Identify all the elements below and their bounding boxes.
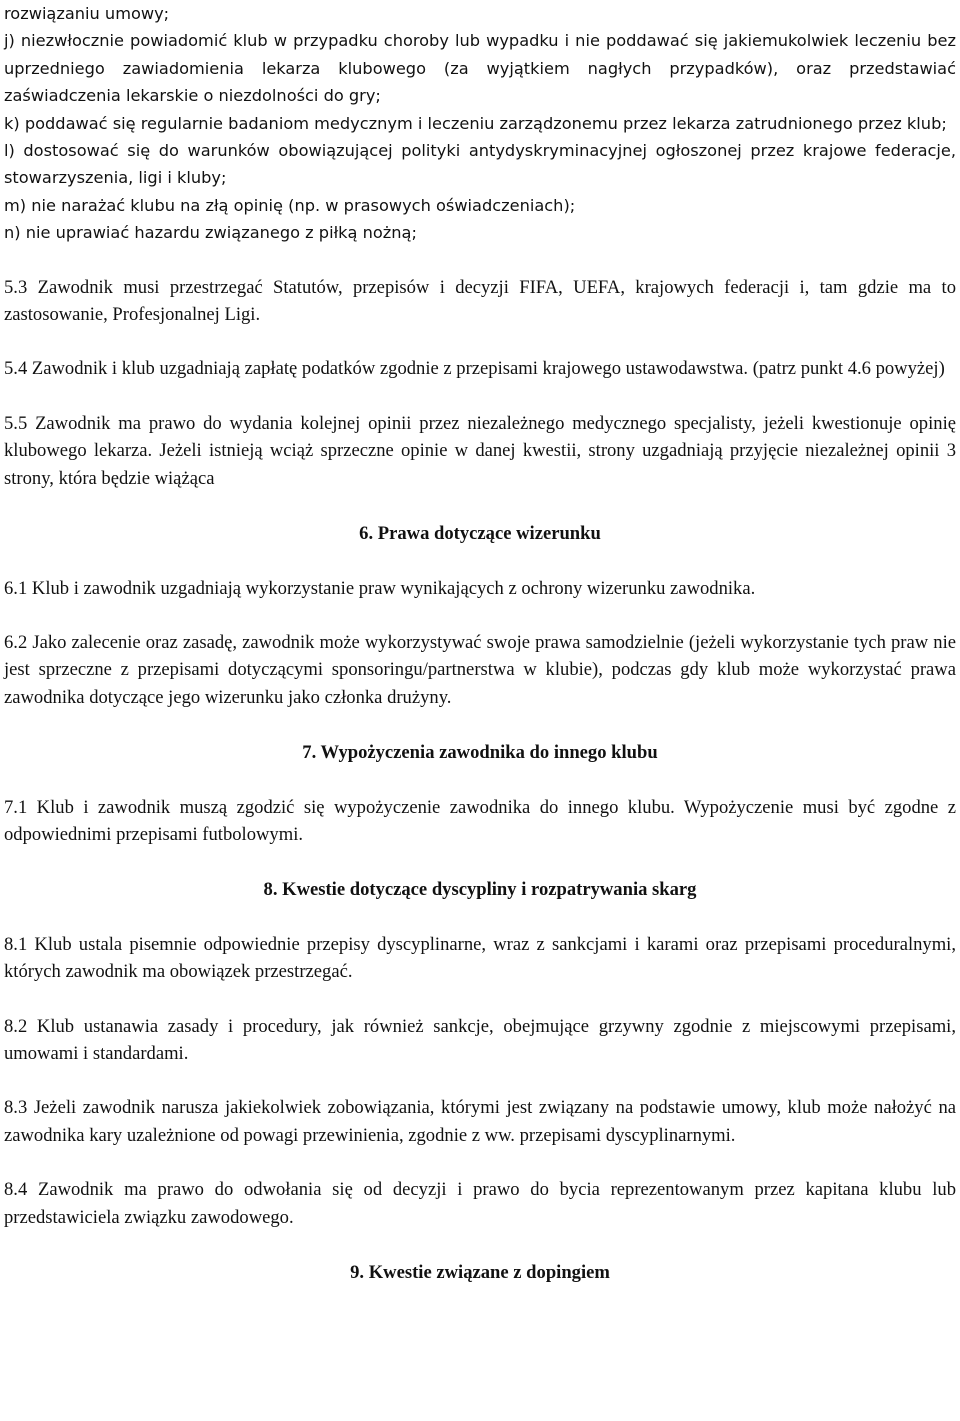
spacer bbox=[4, 548, 956, 575]
spacer bbox=[4, 904, 956, 931]
paragraph-8-3: 8.3 Jeżeli zawodnik narusza jakiekolwiek zobowiązania, którymi jest związany na podstawie umowy, klub może nałożyć na zawodnika kary uzależnione od powagi przewinienia, zgodnie z ww. przepisami dyscyplinarnymi. bbox=[4, 1097, 956, 1146]
spacer bbox=[4, 1149, 956, 1176]
section-heading-6: 6. Prawa dotyczące wizerunku bbox=[359, 523, 601, 545]
spacer bbox=[4, 1231, 956, 1259]
spacer bbox=[4, 767, 956, 794]
section-heading-7: 7. Wypożyczenia zawodnika do innego klubu bbox=[302, 742, 658, 764]
paragraph-8-4: 8.4 Zawodnik ma prawo do odwołania się od decyzji i prawo do bycia reprezentowanym przez kapitana klubu lub przedstawiciela związku zawodowego. bbox=[4, 1179, 956, 1228]
spacer bbox=[4, 247, 956, 274]
list-item-continuation: rozwiązaniu umowy; bbox=[4, 4, 170, 23]
spacer bbox=[4, 986, 956, 1013]
paragraph-7-1: 7.1 Klub i zawodnik muszą zgodzić się wypożyczenie zawodnika do innego klubu. Wypożyczenie musi być zgodne z odpowiednimi przepisami futbolowymi. bbox=[4, 796, 956, 845]
list-item-n: n) nie uprawiać hazardu związanego z piłką nożną; bbox=[4, 223, 417, 243]
spacer bbox=[4, 383, 956, 410]
spacer bbox=[4, 1067, 956, 1094]
paragraph-5-5: 5.5 Zawodnik ma prawo do wydania kolejnej opinii przez niezależnego medycznego specjalisty, jeżeli kwestionuje opinię klubowego lekarza. Jeżeli istnieją wciąż sprzeczne opinie w danej kwestii, strony uzgadniają przyjęcie niezależnej opinii 3 strony, która będzie wiążąca bbox=[4, 412, 956, 489]
spacer bbox=[4, 602, 956, 629]
paragraph-5-3: 5.3 Zawodnik musi przestrzegać Statutów, przepisów i decyzji FIFA, UEFA, krajowych federacji i, tam gdzie ma to zastosowanie, Profesjonalnej Ligi. bbox=[4, 276, 956, 326]
spacer bbox=[4, 848, 956, 876]
list-item-j: j) niezwłocznie powiadomić klub w przypadku choroby lub wypadku i nie poddawać się jakiemukolwiek leczeniu bez uprzedniego zawiadomienia lekarza klubowego (za wyjątkiem nagłych przypadków), oraz przedstawiać zaświadczenia lekarskie o niezdolności do gry; bbox=[4, 31, 956, 106]
paragraph-6-2: 6.2 Jako zalecenie oraz zasadę, zawodnik może wykorzystywać swoje prawa samodzielnie (jeżeli wykorzystanie tych praw nie jest sprzeczne z przepisami dotyczącymi sponsoringu/partnerstwa w klubie), podczas gdy klub może wykorzystać prawa zawodnika dotyczące jego wizerunku jako członka drużyny. bbox=[4, 631, 956, 708]
list-item-k: k) poddawać się regularnie badaniom medycznym i leczeniu zarządzonemu przez lekarza zatrudnionego przez klub; bbox=[4, 113, 947, 133]
spacer bbox=[4, 492, 956, 520]
spacer bbox=[4, 328, 956, 355]
section-heading-8: 8. Kwestie dotyczące dyscypliny i rozpatrywania skarg bbox=[263, 879, 697, 901]
paragraph-8-2: 8.2 Klub ustanawia zasady i procedury, jak również sankcje, obejmujące grzywny zgodnie z miejscowymi przepisami, umowami i standardami. bbox=[4, 1015, 956, 1064]
paragraph-8-1: 8.1 Klub ustala pisemnie odpowiednie przepisy dyscyplinarne, wraz z sankcjami i karami oraz przepisami proceduralnymi, których zawodnik ma obowiązek przestrzegać. bbox=[4, 933, 956, 983]
section-heading-9: 9. Kwestie związane z dopingiem bbox=[350, 1262, 610, 1283]
spacer bbox=[4, 711, 956, 739]
paragraph-5-4: 5.4 Zawodnik i klub uzgadniają zapłatę podatków zgodnie z przepisami krajowego ustawodawstwa. (patrz punkt 4.6 powyżej) bbox=[4, 358, 945, 380]
list-item-l: l) dostosować się do warunków obowiązującej polityki antydyskryminacyjnej ogłoszonej przez krajowe federacje, stowarzyszenia, ligi i kluby; bbox=[4, 141, 956, 188]
paragraph-6-1: 6.1 Klub i zawodnik uzgadniają wykorzystanie praw wynikających z ochrony wizerunku zawodnika. bbox=[4, 577, 756, 599]
list-item-m: m) nie narażać klubu na złą opinię (np. w prasowych oświadczeniach); bbox=[4, 195, 576, 215]
